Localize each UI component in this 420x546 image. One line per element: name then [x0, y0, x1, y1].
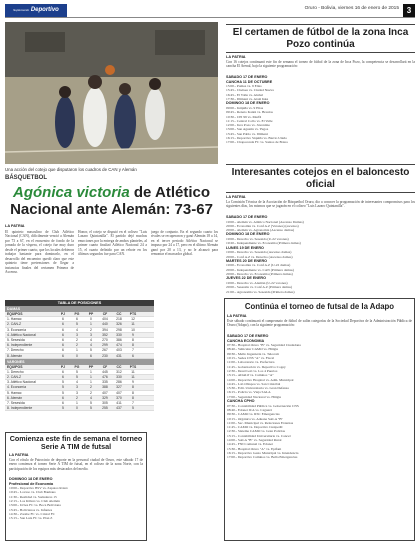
table-cell: 6 [62, 322, 64, 327]
list-item: 13:00.- San Agustín vs. Yugos [226, 127, 269, 132]
schedule-day: DOMINGO 18 DE ENERO [226, 101, 270, 106]
schedule-place: CANCHA 11 DE OCTUBRE [226, 79, 273, 84]
table-cell: 230 [102, 353, 108, 358]
table-cell: 0 [90, 317, 92, 322]
table-cell: 9 [132, 332, 134, 337]
list-item: 15:15.- San Luis FC vs. Plan Z [9, 516, 53, 521]
rule-mid [226, 164, 415, 165]
list-item: 20:00.- Alemán vs. Agronomía (Ascenso damas) [226, 228, 295, 233]
list-item: 08:40.- Vehicular CAMO vs. Hitigia [227, 347, 279, 352]
list-item: 11:00.- Laboratorio vs. Prefectura [227, 360, 275, 365]
table-cell: 6 [62, 369, 64, 374]
table-cell: 4 [76, 327, 78, 332]
list-item: 07:30.- Hospital Oruro "B" vs. Seguridad Ciudadana [227, 343, 301, 348]
table-cell: 4 [76, 380, 78, 385]
table-cell: 3. Atlético Nacional [7, 380, 36, 385]
futsal-a-tim-day: DOMINGO 18 DE ENERO [9, 477, 53, 481]
list-item: 10:15.- Sedes CNS "A" vs. Fiscal [227, 356, 275, 361]
list-item: 14:30.- Zarabe FC vs. Cristal FC [9, 511, 55, 516]
table-cell: 0 [76, 353, 78, 358]
table-cell: 5 [76, 322, 78, 327]
list-item: 11:45.- CAMO vs. Deportivo Cusipedil [227, 425, 283, 430]
table-cell: 6 [62, 375, 64, 380]
list-item: 20:00.- Independiente vs. CAN (Primera damas) [226, 267, 294, 272]
standings-table [5, 300, 154, 411]
adapo-headline: Continúa el torneo de futsal de la Adapo [244, 302, 395, 311]
table-cell: 1 [90, 375, 92, 380]
table-title: TABLA DE POSICIONES [5, 300, 154, 306]
table-header-cell: PG [74, 364, 80, 369]
list-item: 15:30.- Hospital Oruro "A" vs. Epifani [227, 446, 282, 451]
table-cell: 388 [102, 385, 108, 390]
schedule-day: JUEVES 22 DE ENERO [226, 276, 266, 281]
table-cell: 6 [132, 353, 134, 358]
list-item: 11:30.- Realidad vs. Sudaderas 15 [9, 494, 57, 499]
basket-intro: La Comisión Técnica de la Asociación de Básquetbol Oruro, dio a conocer la programación de interesantes compromisos para los siguientes días, los mismos que se jugarán en el coliseo "Luis Lazaro Quintanilla". [226, 200, 415, 209]
list-item: 13:00.- Urbes FC vs. Boca Boliviana [9, 503, 61, 508]
table-header-cell: PP [88, 312, 94, 316]
table-cell: 3 [90, 332, 92, 337]
list-item: 16:15.- Deportivo Gasto Municipal vs. Intendencia [227, 450, 299, 455]
table-cell: 312 [116, 369, 122, 374]
table-cell: 407 [116, 390, 122, 395]
photo-subcaption: BÁSQUETBOL [5, 175, 47, 181]
inca-pozo-tag: LA PATRIA [226, 55, 246, 59]
photo-caption: Una acción del cotejo que disputaron los cuadros de CAN y Alemán [5, 167, 137, 172]
table-cell: 4. Atlético Nacional [7, 332, 36, 337]
header-date: Oruro - Bolivia, viernes 16 de enero de 2015 [304, 6, 399, 11]
logo-text: Deportivo [30, 7, 59, 13]
table-cell: 6 [62, 327, 64, 332]
table-cell: 1. Hamac [7, 317, 22, 322]
list-item: 16:45.- El Valle vs. Alubal [226, 92, 264, 97]
main-article-tag: LA PATRIA [5, 224, 25, 228]
table-cell: 6 [62, 401, 64, 405]
list-item: 15:00.- Pumas vs. 9 Elías [226, 84, 262, 89]
table-cell: 3 [76, 332, 78, 337]
table-cell: 440 [102, 322, 108, 327]
table-cell: 8. Alemán [7, 353, 23, 358]
table-cell: 5 [132, 406, 134, 411]
table-cell: 329 [102, 395, 108, 400]
list-item: 11:15.- Central Collo vs. El Valle [226, 118, 273, 123]
table-cell: 352 [102, 332, 108, 337]
table-cell: 1. Derecho [7, 369, 24, 374]
table-cell: 7. Sesesida [7, 401, 25, 405]
list-item: 13:45.- San Pablo vs. Illimani [226, 131, 268, 136]
table-cell: 3 [76, 385, 78, 390]
inca-pozo-schedule [226, 75, 415, 159]
list-item: 20:00.- Economía vs. Conf A.Z (Varones) (ascenso) [226, 223, 299, 228]
table-cell: 6 [76, 317, 78, 322]
futsal-a-tim-box [5, 432, 147, 541]
table-cell: 305 [102, 401, 108, 405]
list-item: 08:40.- Edonet ICA vs. Caguará [227, 407, 272, 412]
table-cell: 0 [76, 406, 78, 411]
table-cell: 474 [116, 343, 122, 348]
table-header-cell: EQUIPOS [7, 312, 23, 316]
adapo-box [224, 298, 415, 541]
list-item: 20:00.- Conf A.Z vs. Derecho (Ascenso damas) [226, 254, 293, 259]
adapo-schedule [227, 334, 412, 534]
rule-top-bottom [226, 52, 415, 53]
list-item: 09:30.- CAMO vs. RSC Emergencias [227, 412, 280, 417]
table-cell: 5 [62, 390, 64, 395]
list-item: 07:30.- Contabilidad Pública vs. Gobernación CNS [227, 403, 299, 408]
table-cell: 2 [90, 390, 92, 395]
list-item: 13:15.- ADALP vs. Caminos "A" [227, 373, 274, 378]
table-cell: 330 [116, 375, 122, 380]
table-cell: 5 [62, 406, 64, 411]
table-cell: 386 [116, 337, 122, 342]
table-header-cell: CC [116, 364, 122, 369]
list-item: 17:00.- Seguridad Nacional vs. Hitigia [227, 394, 282, 399]
section-logo [5, 4, 67, 17]
table-cell: 5 [90, 401, 92, 405]
table-header-cell: CF [102, 312, 108, 316]
table-cell: 8. Independiente [7, 406, 33, 411]
list-item: 15:30.- Edit. Universitaria vs. Gran Defensa [227, 386, 289, 391]
list-item: 10:00.- Deportivo BSV vs. Zapatos Rolex [9, 486, 68, 491]
table-header-cell: PTS [129, 312, 137, 316]
table-cell: 6 [62, 353, 64, 358]
table-cell: 12 [131, 317, 135, 322]
futsal-a-tim-list [9, 477, 143, 521]
table-cell: 404 [102, 317, 108, 322]
table-cell: 5 [90, 348, 92, 353]
table-header-cell: PTS [129, 364, 137, 369]
table-cell: 4 [90, 343, 92, 348]
table-cell: 5 [90, 406, 92, 411]
schedule-day: DOMINGO 18 DE ENERO [226, 232, 270, 237]
basketball-photo [5, 22, 218, 164]
table-cell: 2 [76, 343, 78, 348]
table-cell: 267 [102, 348, 108, 353]
table-cell: 6 [62, 343, 64, 348]
list-item: 20:00.- Derecho vs. Economía (Primera damas) [226, 272, 293, 277]
table-cell: 6. Independiente [7, 343, 33, 348]
list-item: 12:30.- Sistema CAMO vs. Gran Policías [227, 429, 286, 434]
table-cell: 476 [102, 375, 108, 380]
main-article-col1: El quinteto masculino de Club Atlético Nacional (CAN), difícilmente venció a Alemán por 73 a 67, en el encuentro de fondo de la jornada de la víspera, el cotejo fue muy duro desde el primer cuarto, que los locales debieron trabajar bastante para dominarlo, en el desarrollo del encuentro quedó claro que este quinteto tiene pretensiones de llegar a instancias finales del certamen Primera de Ascenso. [5, 230, 74, 275]
table-cell: 255 [102, 406, 108, 411]
list-item: 17:30.- Illimani vs. Atalá Inka [226, 97, 269, 102]
list-item: 09:45.- Renato Kantú vs. Braulos [226, 110, 273, 115]
table-cell: 10 [131, 327, 135, 332]
table-cell: 327 [116, 385, 122, 390]
table-cell: 6 [62, 395, 64, 400]
schedule-day: LUNES 19 DE ENERO [226, 245, 264, 250]
table-cell: 6 [62, 348, 64, 353]
table-cell: 407 [102, 390, 108, 395]
table-cell: 5 [76, 369, 78, 374]
table-header-cell: EQUIPOS [7, 364, 23, 369]
table-cell: 6 [62, 337, 64, 342]
list-item: 17:00.- Deportivo Caminos vs. Bella Emergencias [227, 455, 298, 460]
table-cell: 3 [76, 390, 78, 395]
inca-pozo-headline: El certamen de fútbol de la zona Inca Pozo continúa [232, 27, 409, 50]
adapo-intro: Este sábado continuará el campeonato de fútbol de salón categorías de la Sociedad Deportiva de la Administración Pública de Oruro (Adapo), con la siguiente programación: [227, 319, 412, 328]
table-cell: 8 [132, 395, 134, 400]
table-cell: 4 [90, 337, 92, 342]
page-header [5, 4, 415, 18]
list-item: 10:30.- CPI 99 vs. Marfil [226, 114, 262, 119]
table-cell: 8 [132, 385, 134, 390]
table-cell: 8 [132, 390, 134, 395]
table-cell: 403 [116, 348, 122, 353]
table-cell: 11 [131, 375, 135, 380]
table-cell: 11 [131, 322, 135, 327]
table-cell: 437 [116, 406, 122, 411]
list-item: 19:20.- Independiente vs. Economía (Primera damas) [226, 241, 301, 246]
list-item: 19:00.- Derecho vs. Sesesida (U-22 varones) [226, 237, 289, 242]
list-item: 14:45.- FNI Comunal vs. Edonet [227, 442, 273, 447]
list-item: 14:45.- Lab Obispos vs. San Cristóbal [227, 381, 281, 386]
main-headline-accent: Agónica victoria [13, 184, 130, 201]
basket-headline: Interesantes cotejos en el baloncesto oficial [231, 167, 410, 190]
schedule-day: SÁBADO 17 DE ENERO [227, 334, 269, 338]
list-item: 09:00.- Intipiña vs. 9 Elías [226, 105, 264, 110]
list-item: 19:00.- Derecho vs. Alemán (U-22 varones) [226, 280, 288, 285]
table-cell: 5 [62, 380, 64, 385]
list-item: 10:45.- Lovaso vs. Club Bauhaus [9, 490, 56, 495]
table-cell: 8 [132, 343, 134, 348]
table-cell: 5 [76, 375, 78, 380]
main-article-col3: juego de conjunto. En el segundo cuarto los rivales se recuperaron y ganó Alemán 18 a 14, en el tercer periodo Atlético Nacional se impuso por 24 a 17, pero en el último Alemán ganó por 20 a 13, y no le alcanzó para remontar el marcador global. [151, 230, 218, 257]
table-cell: 330 [116, 332, 122, 337]
rule-mid-bottom [226, 192, 415, 193]
list-item: 12:15.- Los Killers vs. Club Alemán [9, 499, 60, 504]
table-cell: 3. Economía [7, 327, 27, 332]
list-item: 15:45.- Chelsea vs. Ciudad Nueva [226, 88, 274, 93]
table-cell: 286 [116, 380, 122, 385]
list-item: 20:00.- Sesesida vs. Conf A.Z (Primera damas) [226, 285, 293, 290]
schedule-day: SÁBADO 17 DE ENERO [226, 75, 268, 79]
table-header-cell: PJ [60, 312, 66, 316]
basket-schedule [226, 215, 415, 295]
futsal-a-tim-tag: LA PATRIA [9, 453, 29, 457]
table-header-cell: PG [74, 312, 80, 316]
adapo-tag: LA PATRIA [227, 314, 247, 318]
table-cell: 4 [90, 395, 92, 400]
table-row [5, 406, 154, 411]
list-item: 19:00.- Economía vs. Conf A.Z (U-22 damas) [226, 263, 291, 268]
table-cell: 2 [90, 385, 92, 390]
table-cell: 2 [76, 395, 78, 400]
list-item: 21:00.- Agronomía vs. Sesesida (Primera damas) [226, 289, 295, 294]
table-header-cell: PP [88, 364, 94, 369]
table-cell: 2 [90, 327, 92, 332]
table-cell: 394 [102, 327, 108, 332]
table-cell: 299 [102, 343, 108, 348]
futsal-a-tim-intro: Con el rótulo de Patrocinio de deporte en la personal ciudad de Oruro, este sábado 17 de enero comienza el torneo Serie A TIM de futsal, en el coliseo de la zona Norte, con la participación de los equipos más destacados del medio. [9, 458, 143, 471]
table-cell: 431 [116, 353, 122, 358]
basket-tag: LA PATRIA [226, 195, 246, 199]
list-item: 19:00.- Derecho vs. Sesesida (Ascenso damas) [226, 250, 292, 255]
list-item: 11:45.- Gobernación vs. Deportivo Cogey [227, 364, 286, 369]
schedule-day: SÁBADO 17 DE ENERO [226, 215, 268, 219]
table-cell: 7 [132, 348, 134, 353]
list-item: 12:00.- Inca Pozo vs. Juventino [226, 123, 271, 128]
main-article-col2: Honor, el cotejo se disputó en el coliseo "Luis Lazaro Quintanilla". El partido dejó muchas emociones por la entrega de ambos planteles, al primer cuarto finalizó Atlético Nacional 24 a 15, el cuarto definido por un rebote en los últimos segundos fue para CAN. [78, 230, 147, 257]
table-cell: 445 [102, 369, 108, 374]
futsal-a-tim-category: Profesional de Economía [9, 481, 54, 486]
table-cell: 335 [102, 380, 108, 385]
table-header-cell: CC [116, 312, 122, 316]
table-cell: 6. Alemán [7, 395, 23, 400]
table-cell: 298 [116, 327, 122, 332]
table-cell: 2. CAN-Z [7, 375, 22, 380]
schedule-place: CANCHA CPHO [227, 399, 255, 404]
futsal-a-tim-headline: Comienza este fin de semana el torneo Serie A TIM de futsal [9, 434, 143, 451]
table-cell: 6 [62, 317, 64, 322]
page-number: 3 [403, 4, 415, 17]
main-headline [5, 185, 218, 218]
table-cell: 4. Economía [7, 385, 27, 390]
list-item: 14:00.- SALA "B" vs. Seguridad Rural [227, 438, 282, 443]
table-cell: 8 [132, 337, 134, 342]
table-cell: 2. CAN-Z [7, 322, 22, 327]
list-item: 14:00.- Deportivo Hospital vs. Adm. Municipal [227, 377, 294, 382]
list-item: 16:15.- Policía vs. Vieja SALA [227, 390, 271, 395]
table-cell: 326 [116, 322, 122, 327]
table-cell: 5. Hamac [7, 390, 22, 395]
main-headline-text: de Atlético Nacional ante Alemán: 73-67 [10, 184, 213, 218]
table-cell: 1 [90, 369, 92, 374]
table-cell: 7. Derecho [7, 348, 24, 353]
rule-top [226, 24, 415, 25]
table-cell: 1 [90, 380, 92, 385]
list-item: 10:15.- Orgánica vs. Aduana SALA "B" [227, 416, 283, 421]
table-cell: 1 [76, 401, 78, 405]
table-cell: 5. Sesesida [7, 337, 25, 342]
table-header-cell: CF [102, 364, 108, 369]
table-group-label: DAMAS [5, 306, 154, 312]
table-cell: 270 [102, 337, 108, 342]
table-cell: 6 [62, 332, 64, 337]
table-cell: 11 [131, 369, 135, 374]
list-item: 13:45.- Bolivianos vs. Infantes [9, 507, 53, 512]
logo-top-text: Suplemento [13, 8, 30, 12]
table-cell: 9 [132, 380, 134, 385]
table-cell: 218 [116, 317, 122, 322]
table-header-cell: PJ [60, 364, 66, 369]
list-item: 16:15.- Deportivo Siquiña vs. Barrio Unido [226, 136, 287, 141]
list-item: 09:30.- Mello Ingeniería vs. Telecom [227, 351, 279, 356]
list-item: 13:15.- Contabilidad Universitaria vs. Cancel [227, 433, 291, 438]
schedule-place: CANCHA ECONOMIA [227, 338, 265, 343]
table-cell: 6 [90, 353, 92, 358]
table-group-label: VARONES [5, 359, 154, 365]
table-body [5, 306, 154, 411]
table-cell: 1 [76, 348, 78, 353]
table-cell: 2 [76, 337, 78, 342]
table-cell: 370 [116, 395, 122, 400]
table-cell: 411 [116, 401, 122, 405]
inca-pozo-intro: Con 16 cotejos continuará este fin de semana el torneo de fútbol de la zona de Inca Pozo, la competencia se desarrollará en la cancha El Arenal, bajo la siguiente programación: [226, 60, 415, 69]
table-cell: 1 [90, 322, 92, 327]
list-item: 12:30.- Deud Gob vs. Los 4 Puertos [227, 368, 278, 373]
table-cell: 7 [132, 401, 134, 405]
list-item: 11:00.- Sec. Municipal vs. Relaciones Externas [227, 420, 294, 425]
list-item: 19:00.- Alemán vs. Atlético Nacional (Ascenso Damas) [226, 219, 304, 224]
list-item: 17:00.- Chapaconda FC vs. Santos de Bolea [226, 140, 288, 145]
table-cell: 5 [62, 385, 64, 390]
schedule-day: MARTES 20 DE ENERO [226, 258, 267, 263]
futsal-a-tim-games [9, 486, 143, 520]
